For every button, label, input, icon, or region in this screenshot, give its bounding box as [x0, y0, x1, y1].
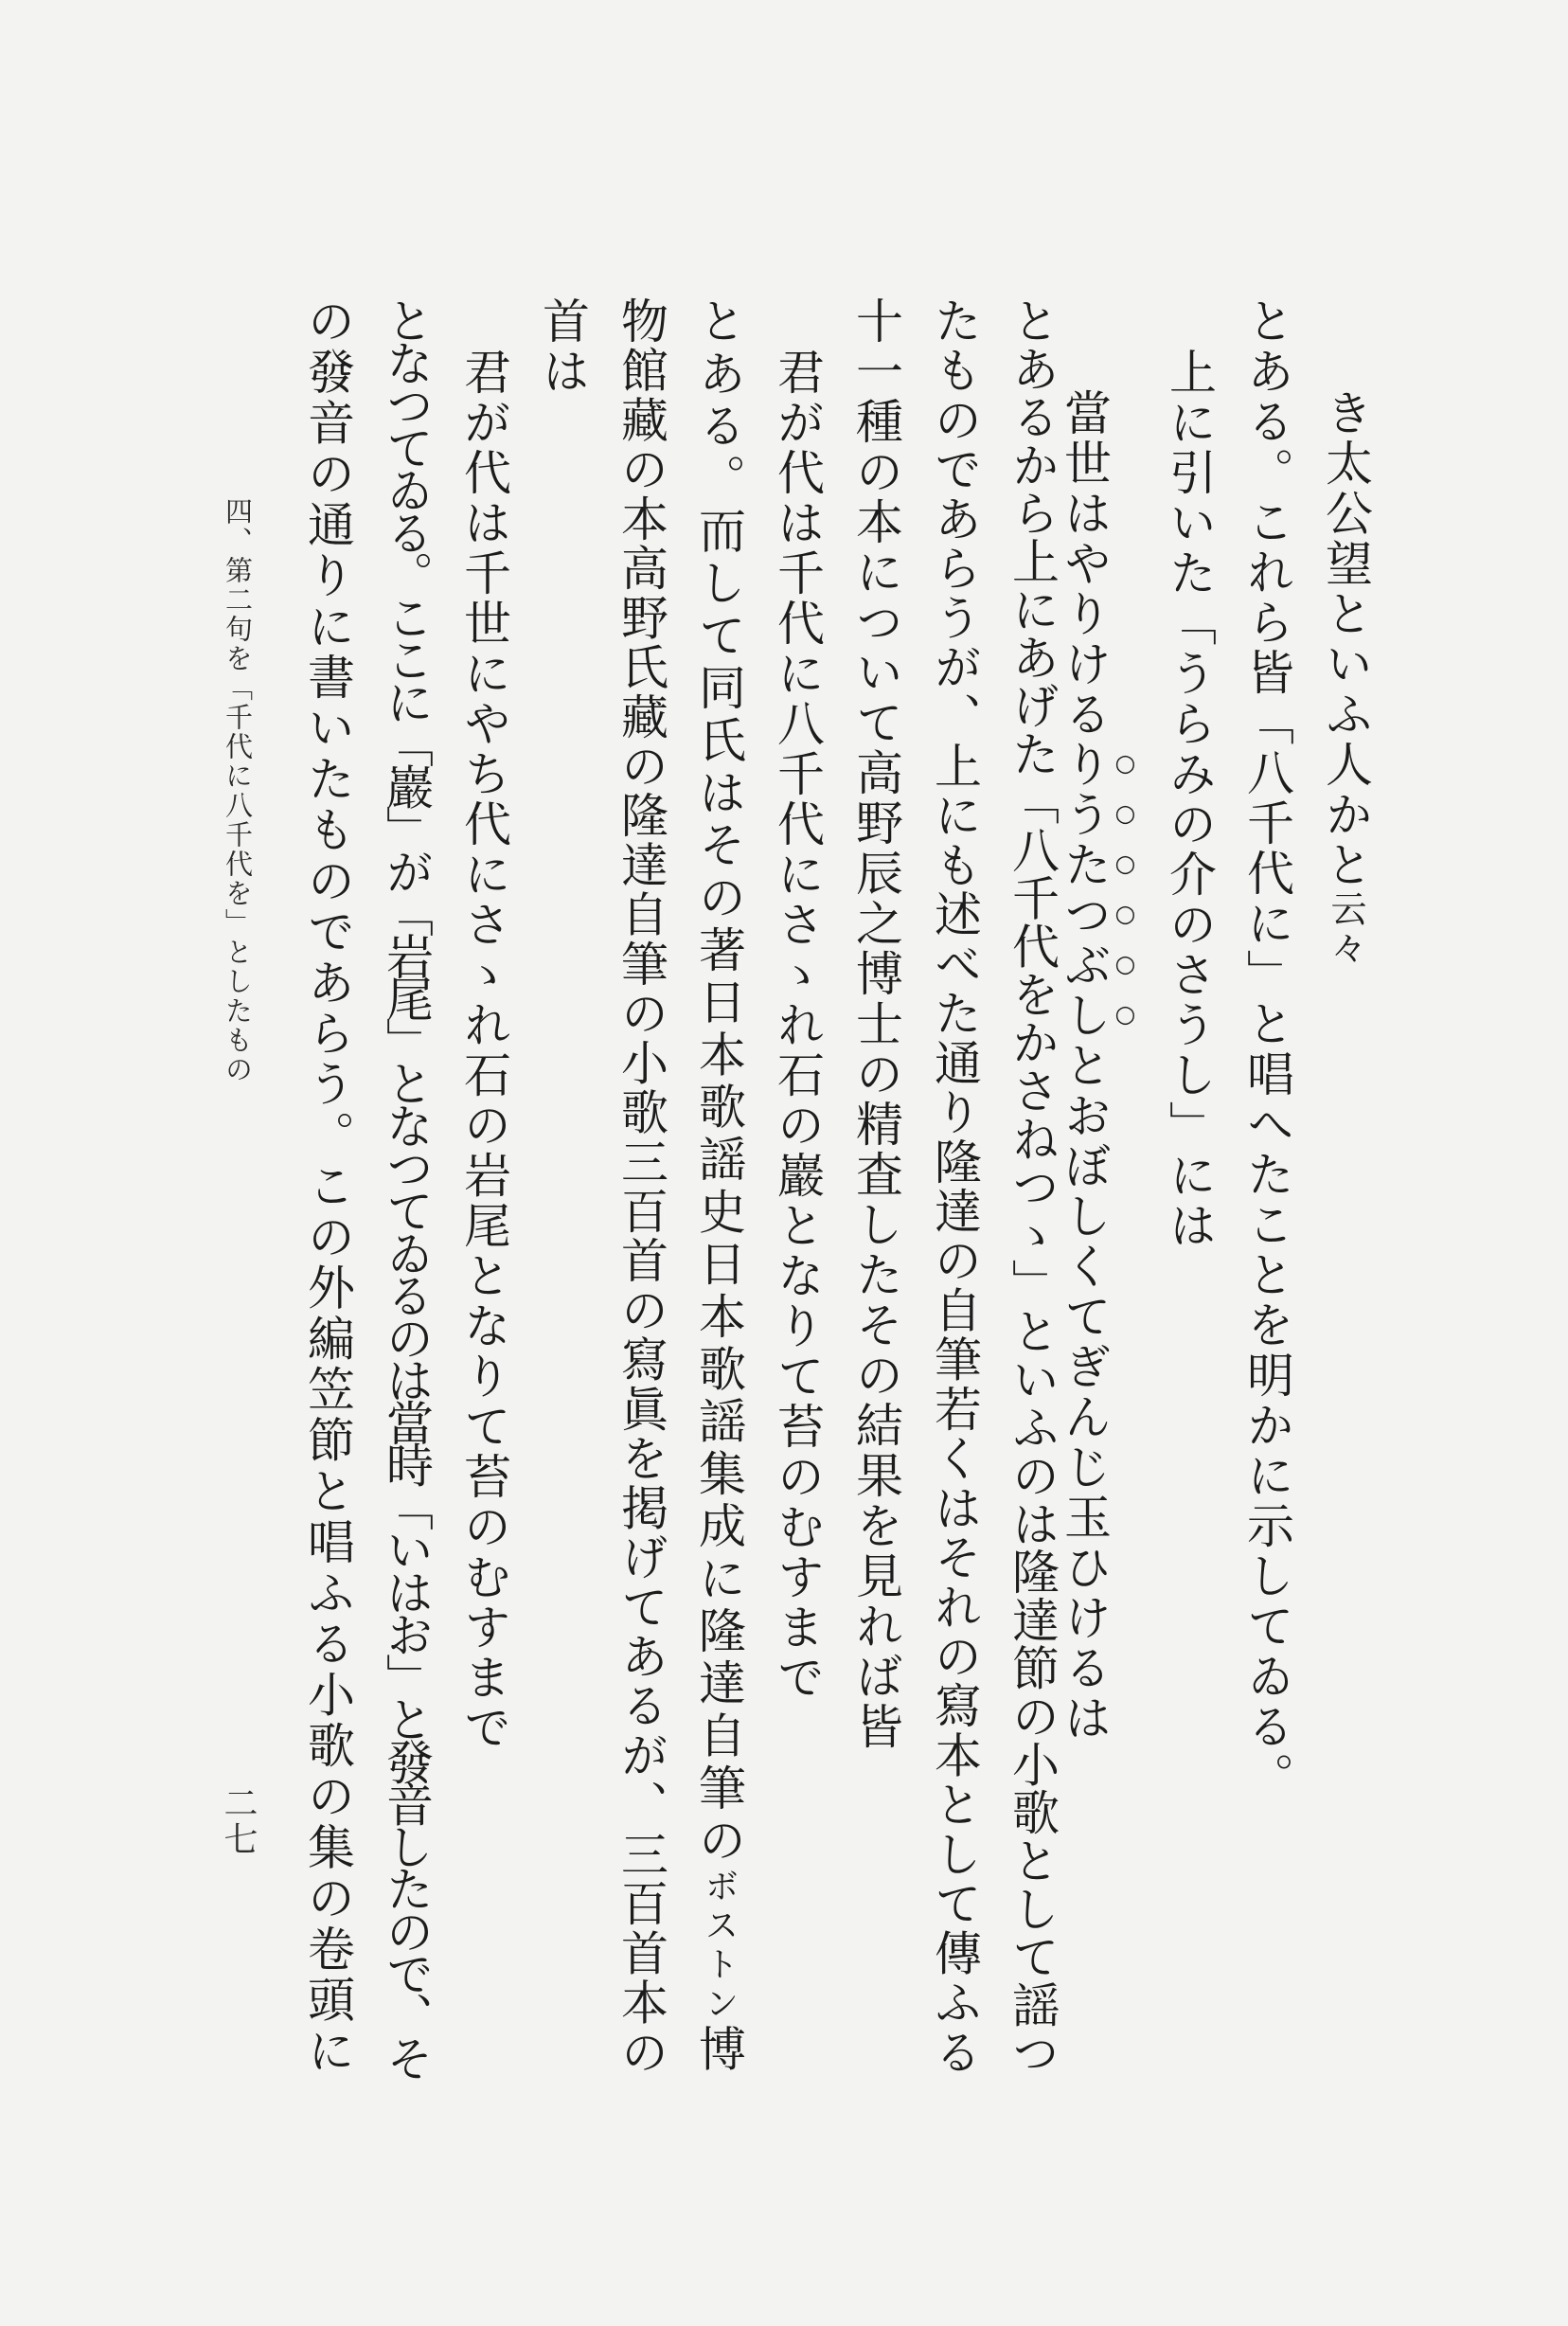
poem-line	[769, 348, 826, 1703]
text-line	[613, 296, 669, 2077]
text-line	[1004, 296, 1060, 2077]
page-number: 二七	[219, 1785, 258, 1857]
poem-line	[455, 348, 512, 1753]
text-run: 當世はやりける	[1057, 388, 1112, 740]
text-line	[378, 296, 435, 2077]
text-line	[690, 296, 747, 2077]
text-line	[926, 296, 983, 2077]
text-run: とおぼしくてぎんじ玉ひけるは	[1057, 1041, 1112, 1744]
text-run: 君が代は千代に八千代にさゝれ石の巖となりて苔のむすまで	[770, 348, 825, 1703]
small-katakana-text: ボストン	[700, 1868, 739, 2025]
text-run: 首は	[535, 296, 590, 397]
text-run: たものであらうが、上にも述べた通り隆達の自筆若くはそれの寫本として傳ふる	[927, 296, 982, 2077]
text-run: とある。これら皆「八千代に」と唱へたことを明かに示してゐる。	[1239, 296, 1294, 1802]
text-line	[1238, 296, 1295, 1802]
text-run: 上に引いた「うらみの介のさうし」には	[1162, 348, 1217, 1251]
text-run: とあるから上にあげた「八千代をかさねつゝ」といふのは隆達節の小歌として謡つ	[1005, 296, 1060, 2077]
emphasized-text: りうたつぶし	[1057, 740, 1112, 1041]
text-run: き太公望といふ人かと	[1318, 388, 1373, 890]
text-line	[847, 296, 904, 1752]
text-run: 十一種の本について高野辰之博士の精査したその結果を見れば皆	[848, 296, 903, 1752]
quoted-line	[1057, 388, 1139, 1744]
text-run: の發音の通りに書いたものであらう。この外編笠節と唱ふる小歌の集の卷頭に	[300, 296, 355, 2077]
text-run: とある。而して同氏はその著日本歌謡史日本歌謡集成に隆達自筆の	[691, 296, 746, 1869]
text-run: となつてゐる。ここに「巖」が「岩尾」となつてゐるのは當時「いはお」と發音したので、そ	[379, 296, 434, 2078]
paragraph-start-line	[1161, 348, 1218, 1251]
running-head: 四、第二句を「千代に八千代を」としたもの	[222, 497, 254, 1084]
text-run: 君が代は千世にやち代にさゝれ石の岩尾となりて苔のむすまで	[456, 348, 511, 1753]
quoted-line	[1317, 388, 1374, 968]
text-run: 物館藏の本高野氏藏の隆達自筆の小歌三百首の寫眞を掲げてあるが、三百首本の	[614, 296, 668, 2077]
text-run: 博	[691, 2024, 746, 2078]
text-line	[534, 296, 591, 397]
text-line	[299, 296, 356, 2077]
small-text: 云々	[1325, 890, 1366, 968]
